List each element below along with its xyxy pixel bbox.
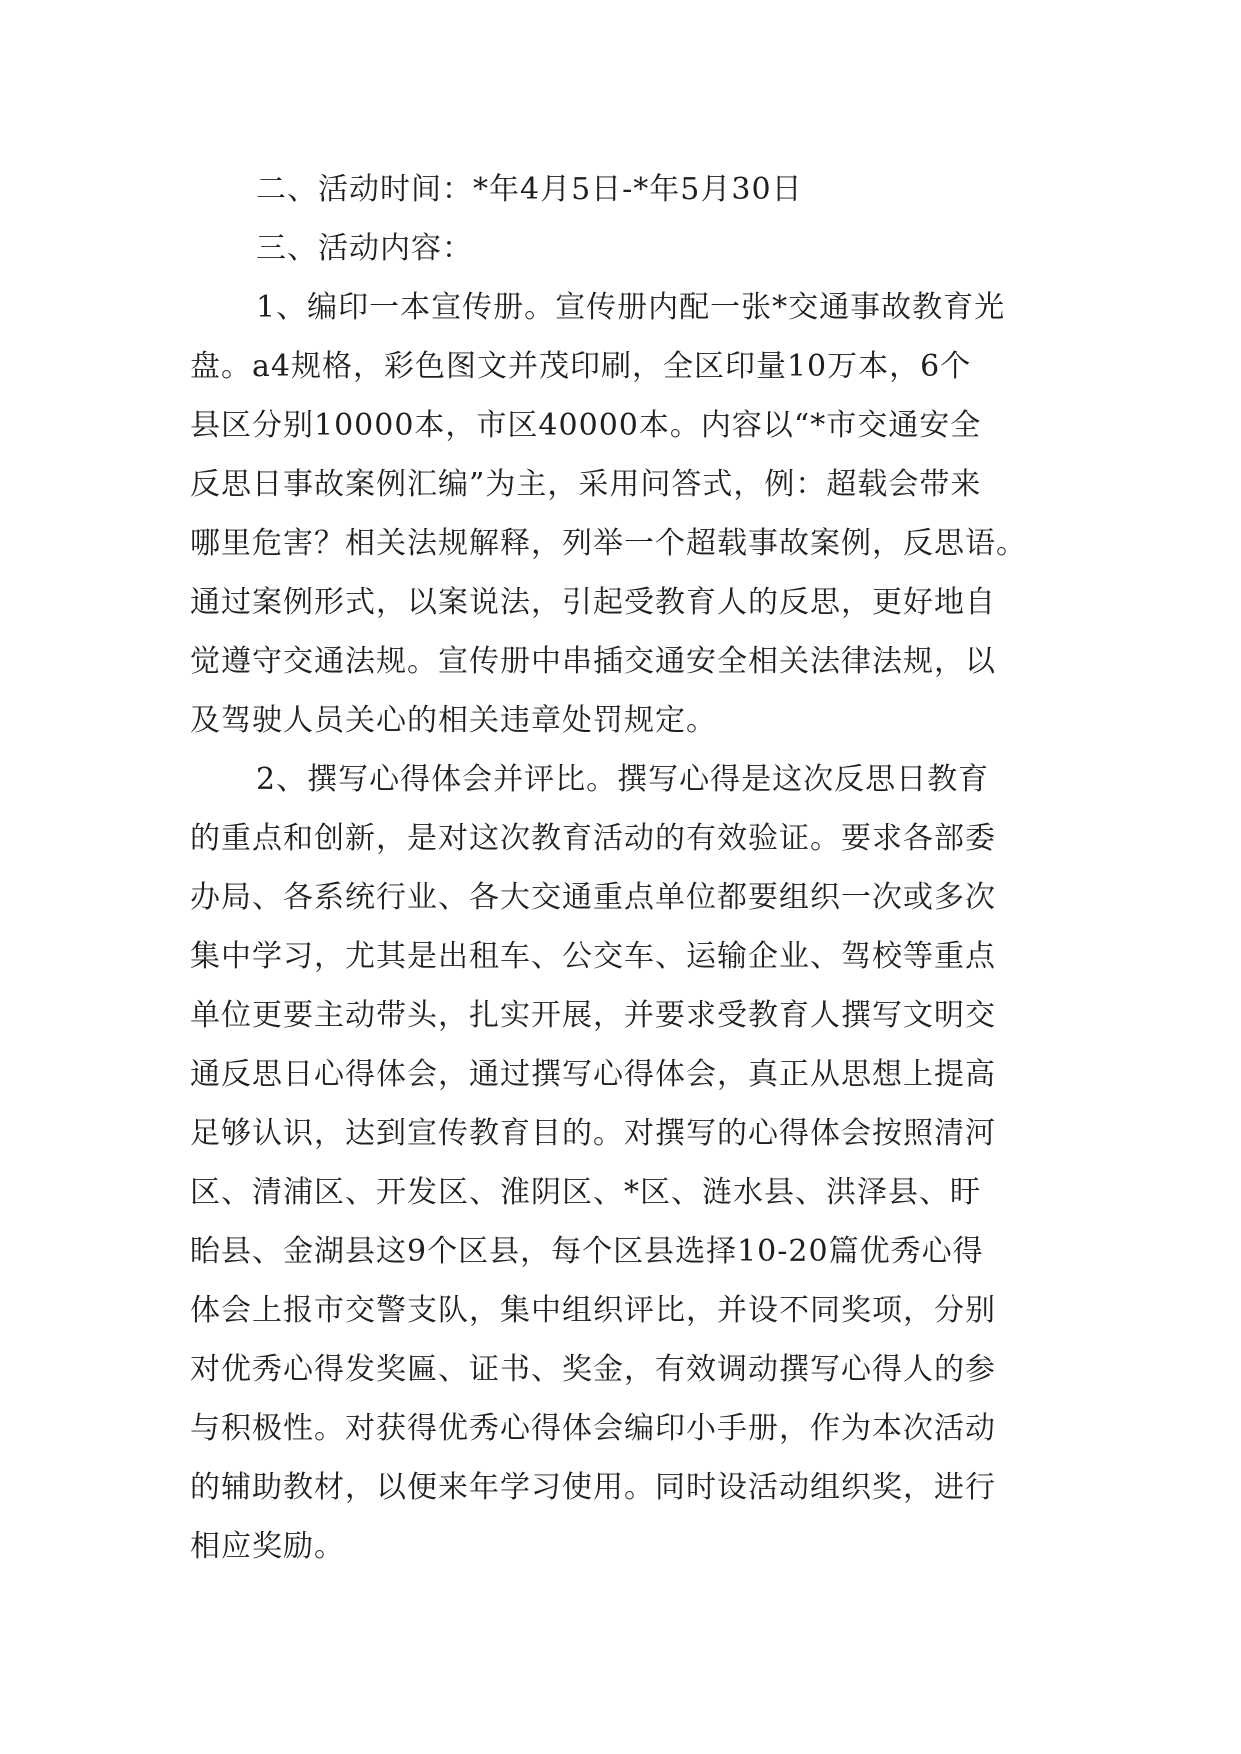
paragraph-line: 通反思日心得体会，通过撰写心得体会，真正从思想上提高 (190, 1057, 996, 1092)
paragraph-line: 县区分别10000本，市区40000本。内容以“*市交通安全 (190, 408, 982, 443)
paragraph-line: 1、编印一本宣传册。宣传册内配一张*交通事故教育光 (256, 290, 1006, 325)
paragraph-line: 单位更要主动带头，扎实开展，并要求受教育人撰写文明交 (190, 998, 996, 1033)
paragraph-line: 办局、各系统行业、各大交通重点单位都要组织一次或多次 (190, 880, 996, 915)
paragraph-line: 通过案例形式，以案说法，引起受教育人的反思，更好地自 (190, 585, 996, 620)
paragraph-line: 集中学习，尤其是出租车、公交车、运输企业、驾校等重点 (190, 939, 996, 974)
document-body (190, 160, 1050, 1576)
paragraph-line: 盘。a4规格，彩色图文并茂印刷，全区印量10万本，6个 (190, 349, 972, 384)
paragraph-line: 及驾驶人员关心的相关违章处罚规定。 (190, 703, 717, 738)
section-time: 二、活动时间：*年4月5日-*年5月30日 (256, 172, 803, 207)
paragraph-line: 相应奖励。 (190, 1529, 345, 1564)
paragraph-line: 区、清浦区、开发区、淮阴区、*区、涟水县、洪泽县、盱 (190, 1175, 981, 1210)
paragraph-line: 对优秀心得发奖匾、证书、奖金，有效调动撰写心得人的参 (190, 1352, 996, 1387)
paragraph-line: 足够认识，达到宣传教育目的。对撰写的心得体会按照清河 (190, 1116, 996, 1151)
section-content-heading: 三、活动内容： (256, 231, 473, 266)
paragraph-line: 反思日事故案例汇编”为主，采用问答式，例：超载会带来 (190, 467, 982, 502)
item-2-paragraph (190, 750, 1050, 1576)
paragraph-line: 眙县、金湖县这9个区县，每个区县选择10-20篇优秀心得 (190, 1234, 984, 1269)
item-1-paragraph (190, 278, 1050, 750)
paragraph-line: 的重点和创新，是对这次教育活动的有效验证。要求各部委 (190, 821, 996, 856)
paragraph-line: 体会上报市交警支队，集中组织评比，并设不同奖项，分别 (190, 1293, 996, 1328)
paragraph-line: 2、撰写心得体会并评比。撰写心得是这次反思日教育 (256, 762, 990, 797)
paragraph-line: 的辅助教材，以便来年学习使用。同时设活动组织奖，进行 (190, 1470, 996, 1505)
paragraph-line: 觉遵守交通法规。宣传册中串插交通安全相关法律法规，以 (190, 644, 996, 679)
paragraph-line: 哪里危害？相关法规解释，列举一个超载事故案例，反思语。 (190, 526, 1027, 561)
paragraph-line: 与积极性。对获得优秀心得体会编印小手册，作为本次活动 (190, 1411, 996, 1446)
